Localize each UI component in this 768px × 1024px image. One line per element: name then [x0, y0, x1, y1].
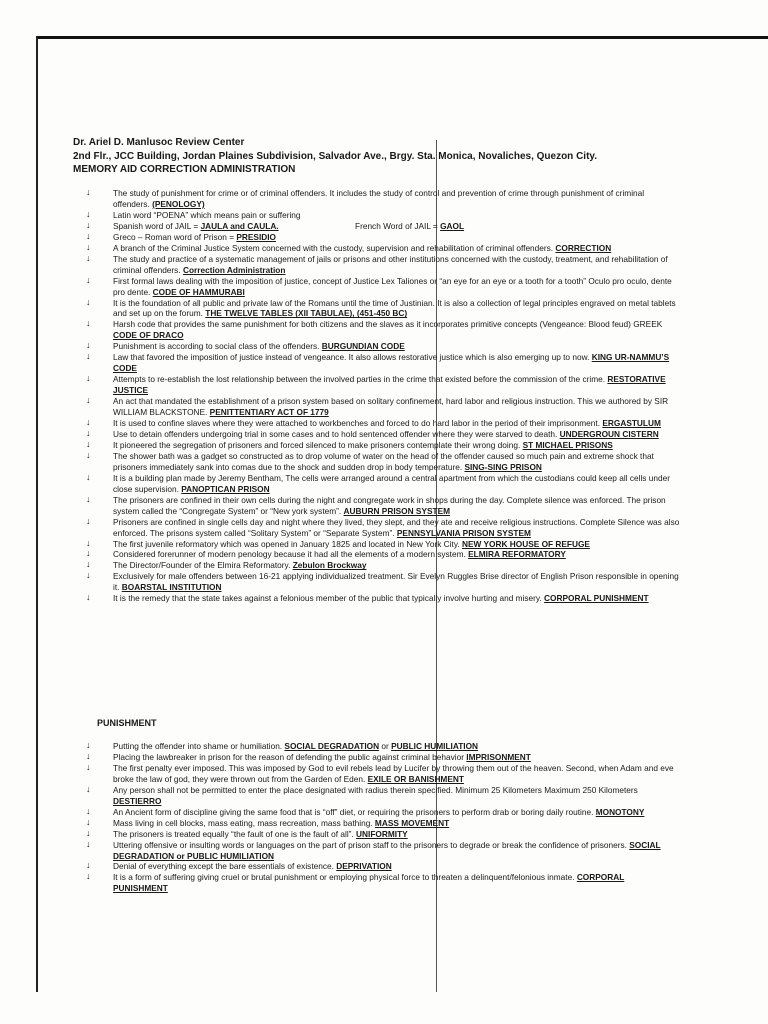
- item-answer: SOCIAL DEGRADATION: [284, 741, 380, 751]
- arrow-bullet-icon: ↓: [86, 252, 91, 263]
- list-item: [86, 319, 680, 341]
- item-text: Denial of everything except the bare essentials of existence.: [113, 861, 337, 872]
- list-item: [86, 495, 680, 517]
- list-item: [86, 560, 680, 571]
- item-answer: Zebulon Brockway: [292, 560, 367, 571]
- list-item: [86, 232, 680, 243]
- list-item: [86, 352, 680, 374]
- item-text: Prisoners are confined in single cells day and night where they lived, they slept, and they ate and receive religious instructions. Complete Silence was also enforced. The prisons system called “Solitary System” or “Separate System”.: [113, 516, 680, 538]
- item-answer: PANOPTICAN PRISON: [181, 483, 270, 494]
- item-text: An act that mandated the establishment of a prison system based on solitary confinement, hard labor and religious instruction. This we authored by SIR WILLIAM BLACKSTONE.: [113, 396, 669, 418]
- item-text: Exclusively for male offenders between 16-21 applying individualized treatment. Sir Evelyn Ruggles Brise director of English Prison responsible in opening it.: [113, 571, 679, 593]
- arrow-bullet-icon: ↓: [86, 570, 91, 581]
- item-text: First formal laws dealing with the imposition of justice, concept of Justice Lex Taliones or “an eye for an eye or a tooth for a tooth” Oculo pro oculo, dente pro dente.: [113, 275, 672, 297]
- item-text: The shower bath was a gadget so constructed as to drop volume of water on the head of the offender caused so much pain and extreme shock that prisoners immediately sank into comas due to the shock and sudden drop in body temperature.: [113, 450, 654, 472]
- arrow-bullet-icon: ↓: [86, 592, 91, 603]
- list-item: [86, 829, 680, 840]
- item-text: Punishment is according to social class of the offenders.: [113, 341, 322, 352]
- item-text: A branch of the Criminal Justice System concerned with the custody, supervision and rehabilitation of criminal offenders.: [113, 242, 556, 253]
- arrow-bullet-icon: ↓: [86, 395, 91, 406]
- arrow-bullet-icon: ↓: [86, 537, 91, 548]
- list-item: [86, 861, 680, 872]
- list-item: [86, 451, 680, 473]
- list-item: [86, 517, 680, 539]
- arrow-bullet-icon: ↓: [86, 740, 91, 750]
- item-text: Attempts to re-establish the lost relationship between the involved parties in the crime that existed before the commission of the crime.: [113, 374, 608, 385]
- item-text: Any person shall not be permitted to enter the place designated with radius therein specified. Minimum 25 Kilometers Maximum 250 Kilometers: [113, 784, 638, 795]
- item-text: Law that favored the imposition of justice instead of vengeance. It also allows restorative justice which is also emerging up to now.: [113, 352, 592, 363]
- item-text-secondary: French Word of JAIL = GAOL: [355, 220, 465, 231]
- arrow-bullet-icon: ↓: [86, 860, 91, 871]
- item-answer: ELMIRA REFORMATORY: [468, 549, 566, 560]
- item-answer: DESTIERRO: [113, 795, 162, 806]
- item-text: The prisoners is treated equally “the fault of one is the fault of all”.: [113, 828, 357, 839]
- item-text: Considered forerunner of modern penology because it had all the elements of a modern system.: [113, 549, 469, 560]
- item-answer: SING-SING PRISON: [464, 461, 542, 472]
- item-answer: THE TWELVE TABLES (XII TABULAE), (451-450 BC): [205, 308, 408, 319]
- item-text: It is a form of suffering giving cruel or brutal punishment or employing physical force to threaten a delinquent/felonious inmate.: [113, 872, 577, 883]
- item-answer: ST MICHAEL PRISONS: [522, 439, 613, 450]
- item-text: It is the foundation of all public and private law of the Romans until the time of Justinian. It is also a collection of legal principles engraved on metal tablets and set up on the forum.: [113, 297, 676, 319]
- item-answer: NEW YORK HOUSE OF REFUGE: [461, 538, 590, 549]
- list-item: [86, 549, 680, 560]
- document-title: MEMORY AID CORRECTION ADMINISTRATION: [73, 164, 296, 175]
- item-answer: EXILE OR BANISHMENT: [367, 773, 464, 784]
- arrow-bullet-icon: ↓: [86, 871, 91, 882]
- item-text: The first juvenile reformatory which was opened in January 1825 and located in New York City.: [113, 538, 462, 549]
- item-answer: CORPORAL PUNISHMENT: [113, 872, 625, 894]
- item-answer: UNDERGROUN CISTERN: [559, 428, 659, 439]
- item-answer: RESTORATIVE JUSTICE: [113, 374, 666, 396]
- arrow-bullet-icon: ↓: [86, 827, 91, 838]
- list-item: [86, 539, 680, 550]
- arrow-bullet-icon: ↓: [86, 761, 91, 772]
- item-text: The prisoners are confined in their own cells during the night and congregate work in shops during the day. Complete silence was enforced. The prison system called the “Congregate System” or “New york system”.: [113, 494, 666, 516]
- list-item: [86, 741, 680, 752]
- item-answer: IMPRISONMENT: [466, 751, 531, 762]
- list-item: [86, 807, 680, 818]
- item-text: The study and practice of a systematic management of jails or prisons and other institutions concerned with the custody, treatment, and rehabilitation of criminal offenders.: [113, 253, 668, 275]
- item-text: Latin word “POENA” which means pain or suffering: [113, 209, 301, 220]
- item-answer: JAULA and CAULA.: [200, 220, 279, 231]
- list-item: [86, 374, 680, 396]
- item-answer: AUBURN PRISON SYSTEM: [343, 505, 451, 516]
- list-item: [86, 818, 680, 829]
- item-answer: PRESIDIO: [236, 231, 277, 242]
- arrow-bullet-icon: ↓: [86, 296, 91, 307]
- review-center-address: 2nd Flr., JCC Building, Jordan Plaines Subdivision, Salvador Ave., Brgy. Sta. Monica, Novaliches, Quezon City.: [73, 150, 597, 162]
- item-answer: MONOTONY: [595, 806, 645, 817]
- arrow-bullet-icon: ↓: [86, 417, 91, 428]
- item-answer: MASS MOVEMENT: [374, 817, 450, 828]
- item-answer-secondary: PUBLIC HUMILIATION: [391, 741, 479, 751]
- item-text: Putting the offender into shame or humiliation.: [113, 741, 285, 751]
- item-answer: CODE OF DRACO: [113, 330, 184, 341]
- history-item-list: [86, 188, 680, 604]
- item-answer: BURGUNDIAN CODE: [321, 341, 405, 352]
- arrow-bullet-icon: ↓: [86, 838, 91, 849]
- list-item: [86, 872, 680, 894]
- item-text: It is the remedy that the state takes against a felonious member of the public that typically involve hurting and misery.: [113, 593, 545, 604]
- list-item: [86, 571, 680, 593]
- list-item: [86, 396, 680, 418]
- arrow-bullet-icon: ↓: [86, 187, 91, 197]
- list-item: [86, 593, 680, 604]
- scan-top-edge: [36, 36, 768, 39]
- item-answer: KING UR-NAMMU’S CODE: [113, 352, 670, 374]
- item-answer: CORRECTION: [555, 242, 612, 253]
- arrow-bullet-icon: ↓: [86, 373, 91, 384]
- item-answer: UNIFORMITY: [356, 828, 408, 839]
- arrow-bullet-icon: ↓: [86, 274, 91, 285]
- arrow-bullet-icon: ↓: [86, 219, 91, 230]
- item-answer-secondary: GAOL: [440, 220, 465, 231]
- document-header: [73, 136, 713, 177]
- item-text: The Director/Founder of the Elmira Reformatory.: [113, 560, 293, 571]
- item-text-secondary: or: [379, 741, 392, 751]
- item-answer: SOCIAL DEGRADATION or PUBLIC HUMILIATION: [113, 839, 661, 861]
- arrow-bullet-icon: ↓: [86, 340, 91, 351]
- list-item: [86, 243, 680, 254]
- arrow-bullet-icon: ↓: [86, 427, 91, 438]
- list-item: [86, 785, 680, 807]
- item-text: An Ancient form of discipline giving the same food that is “off” diet, or requiring the prisoners to perform drab or boring daily routine.: [113, 806, 596, 817]
- item-text: It pioneered the segregation of prisoners and forced silenced to make prisoners contemplate their wrong doing.: [113, 439, 523, 450]
- item-text: It is a building plan made by Jeremy Bentham, The cells were arranged around a central apartment from which the custodians could keep all cells under close supervision.: [113, 472, 670, 494]
- arrow-bullet-icon: ↓: [86, 351, 91, 362]
- arrow-bullet-icon: ↓: [86, 241, 91, 252]
- arrow-bullet-icon: ↓: [86, 750, 91, 761]
- item-answer: BOARSTAL INSTITUTION: [121, 582, 222, 593]
- item-answer: CORPORAL PUNISHMENT: [544, 593, 649, 604]
- item-text: The study of punishment for crime or of criminal offenders. It includes the study of control and prevention of crime through punishment of criminal offenders.: [113, 188, 645, 209]
- scan-left-edge: [36, 36, 38, 992]
- arrow-bullet-icon: ↓: [86, 208, 91, 219]
- item-answer: PENITTENTIARY ACT OF 1779: [209, 407, 329, 418]
- item-text: Spanish word of JAIL =: [113, 220, 201, 231]
- arrow-bullet-icon: ↓: [86, 471, 91, 482]
- arrow-bullet-icon: ↓: [86, 318, 91, 329]
- list-item: [86, 752, 680, 763]
- list-item: [86, 254, 680, 276]
- item-answer: DEPRIVATION: [336, 861, 392, 872]
- list-item: [86, 418, 680, 429]
- item-text: Use to detain offenders undergoing trial in some cases and to hold sentenced offender where they were starved to death.: [113, 428, 560, 439]
- item-text: Greco – Roman word of Prison =: [113, 231, 237, 242]
- item-text: Harsh code that provides the same punishment for both citizens and the slaves as it incorporates primitive concepts (Vengeance: Blood feud) GREEK: [113, 319, 663, 330]
- list-item: [86, 210, 680, 221]
- section-title-punishment: PUNISHMENT: [97, 718, 157, 728]
- item-answer: (PENOLOGY): [152, 198, 205, 209]
- punishment-item-list: [86, 741, 680, 894]
- list-item: [86, 276, 680, 298]
- list-item: [86, 840, 680, 862]
- arrow-bullet-icon: ↓: [86, 548, 91, 559]
- item-answer: PENNSYLVANIA PRISON SYSTEM: [396, 527, 531, 538]
- list-item: [86, 221, 680, 232]
- item-answer: CODE OF HAMMURABI: [152, 286, 245, 297]
- list-item: [86, 473, 680, 495]
- list-item: [86, 188, 680, 210]
- list-item: [86, 440, 680, 451]
- arrow-bullet-icon: ↓: [86, 515, 91, 526]
- list-item: [86, 429, 680, 440]
- item-text: Placing the lawbreaker in prison for the reason of defending the public against criminal behavior: [113, 751, 467, 762]
- arrow-bullet-icon: ↓: [86, 805, 91, 816]
- item-answer: Correction Administration: [182, 264, 286, 275]
- arrow-bullet-icon: ↓: [86, 438, 91, 449]
- arrow-bullet-icon: ↓: [86, 816, 91, 827]
- arrow-bullet-icon: ↓: [86, 783, 91, 794]
- review-center-name: Dr. Ariel D. Manlusoc Review Center: [73, 137, 245, 148]
- item-text: Mass living in cell blocks, mass eating, mass recreation, mass bathing.: [113, 817, 375, 828]
- item-text: Uttering offensive or insulting words or languages on the part of prison staff to the prisoners to degrade or break the confidence of prisoners.: [113, 839, 630, 850]
- list-item: [86, 298, 680, 320]
- item-text: The first penalty ever imposed. This was imposed by God to evil rebels lead by Lucifer by throwing them out of the heaven. Second, when Adam and eve broke the law of god, they were thrown out from the Garden of Eden.: [113, 762, 674, 784]
- item-answer: ERGASTULUM: [602, 418, 661, 429]
- arrow-bullet-icon: ↓: [86, 559, 91, 570]
- list-item: [86, 763, 680, 785]
- arrow-bullet-icon: ↓: [86, 493, 91, 504]
- list-item: [86, 341, 680, 352]
- arrow-bullet-icon: ↓: [86, 449, 91, 460]
- arrow-bullet-icon: ↓: [86, 230, 91, 241]
- item-text: It is used to confine slaves where they were attached to workbenches and forced to do hard labor in the period of their imprisonment.: [113, 418, 603, 429]
